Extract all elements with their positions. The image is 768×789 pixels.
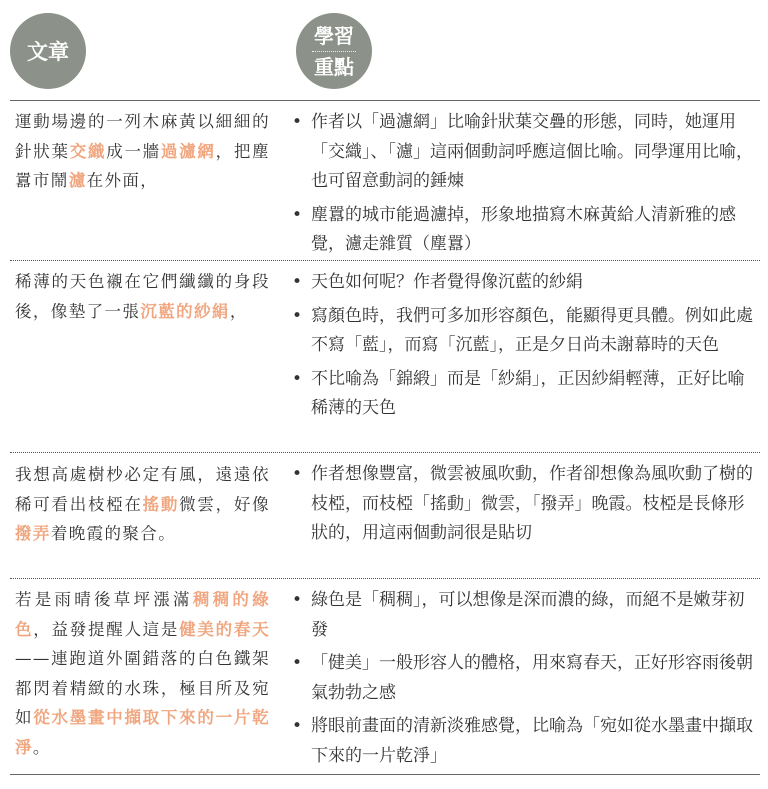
excerpt-text: ——連跑道外圍錯落的白色鐵架都閃着精緻的水珠，極目所及宛如 xyxy=(15,649,270,727)
table-bottom-rule xyxy=(10,774,760,775)
learning-point-text: 綠色是「稠稠」，可以想像是深而濃的綠，而絕不是嫩芽初發 xyxy=(311,590,745,640)
bullet-icon: • xyxy=(292,204,303,225)
learning-point-text: 不比喻為「錦緞」而是「紗絹」，正因紗絹輕薄，正好比喻稀薄的天色 xyxy=(311,368,745,418)
bullet-icon: • xyxy=(292,368,303,389)
row-divider xyxy=(10,452,760,453)
learning-point-item xyxy=(292,201,756,260)
excerpt-text: ，益發提醒人這是 xyxy=(33,619,180,639)
article-column-badge xyxy=(10,13,86,89)
badge-divider xyxy=(312,51,356,52)
bullet-icon: • xyxy=(292,590,303,610)
learning-points xyxy=(292,268,756,428)
excerpt-text: 。 xyxy=(32,737,51,757)
highlighted-phrase: 稠稠的綠色 xyxy=(15,590,270,639)
learning-point-text: 將眼前畫面的清新淡雅感覺，比喻為「宛如從水墨畫中擷取下來的一片乾淨」 xyxy=(311,716,753,766)
learning-point-item xyxy=(292,268,756,298)
learning-point-item xyxy=(292,586,756,645)
excerpt-text: 微雲，好像 xyxy=(179,494,270,514)
focus-column-badge xyxy=(296,13,372,89)
table-top-rule xyxy=(10,100,760,101)
article-excerpt xyxy=(15,267,270,326)
learning-point-item xyxy=(292,365,756,424)
learning-point-item xyxy=(292,712,756,771)
learning-point-item xyxy=(292,649,756,708)
highlighted-phrase: 撥弄 xyxy=(15,524,51,543)
highlighted-phrase: 健美的春天 xyxy=(179,619,271,639)
bullet-icon: • xyxy=(292,272,303,292)
highlighted-phrase: 從水墨畫中擷取下來的一片乾淨 xyxy=(15,708,271,757)
highlighted-phrase: 濾 xyxy=(68,171,87,190)
row-divider xyxy=(10,578,760,579)
article-column-label: 文章 xyxy=(27,40,69,64)
learning-point-text: 塵囂的城市能過濾掉，形象地描寫木麻黃給人清新雅的感覺，濾走雜質（塵囂） xyxy=(311,204,736,254)
excerpt-text: 運動場邊的一列木麻黃以細細的針狀葉 xyxy=(15,112,270,161)
excerpt-text: 着晚霞的聚合。 xyxy=(50,524,177,543)
article-excerpt xyxy=(15,460,270,549)
learning-point-item xyxy=(292,108,756,197)
highlighted-phrase: 交織 xyxy=(69,141,107,161)
learning-point-item xyxy=(292,302,756,361)
focus-column-label-line1: 學習 xyxy=(314,23,354,48)
bullet-icon: • xyxy=(292,112,303,132)
excerpt-text: 若是雨晴後草坪漲滿 xyxy=(15,590,193,609)
learning-point-text: 「健美」一般形容人的體格，用來寫春天，正好形容雨後朝氣勃勃之感 xyxy=(311,653,753,703)
learning-point-text: 天色如何呢？作者覺得像沉藍的紗絹 xyxy=(311,272,583,292)
learning-point-text: 寫顏色時，我們可多加形容顏色，能顯得更具體。例如此處不寫「藍」，而寫「沉藍」，正是夕日尚未謝幕時的天色 xyxy=(311,305,753,355)
bullet-icon: • xyxy=(292,716,303,736)
article-excerpt xyxy=(15,585,270,762)
highlighted-phrase: 過濾網 xyxy=(160,141,216,161)
row-divider xyxy=(10,260,760,261)
bullet-icon: • xyxy=(292,464,303,484)
learning-point-text: 作者想像豐富，微雲被風吹動，作者卻想像為風吹動了樹的枝椏，而枝椏「搖動」微雲，「撥弄」晚霞。枝椏是長條形狀的，用這兩個動詞很是貼切 xyxy=(311,464,753,543)
excerpt-text: 我想高處樹杪必定有風，遠遠依稀可看出枝椏在 xyxy=(15,465,270,514)
excerpt-text: ，把塵囂市鬧 xyxy=(15,141,271,190)
learning-points xyxy=(292,460,756,553)
excerpt-text: 稀薄的天色襯在它們纖纖的身段後，像墊了一張 xyxy=(15,272,270,321)
excerpt-text: 成一牆 xyxy=(106,141,161,161)
highlighted-phrase: 沉藍的紗絹 xyxy=(140,301,230,321)
header xyxy=(0,0,768,100)
article-excerpt xyxy=(15,107,270,196)
learning-points xyxy=(292,108,756,264)
highlighted-phrase: 搖動 xyxy=(142,494,180,514)
excerpt-text: ， xyxy=(229,301,248,321)
learning-points xyxy=(292,586,756,775)
bullet-icon: • xyxy=(292,305,303,326)
excerpt-text: 在外面， xyxy=(86,171,159,190)
bullet-icon: • xyxy=(292,653,303,673)
learning-point-text: 作者以「過濾網」比喻針狀葉交疊的形態，同時，她運用「交織」、「濾」這兩個動詞呼應這個比喻。同學運用比喻，也可留意動詞的錘煉 xyxy=(311,112,753,191)
learning-point-item xyxy=(292,460,756,549)
focus-column-label-line2: 重點 xyxy=(314,54,354,79)
